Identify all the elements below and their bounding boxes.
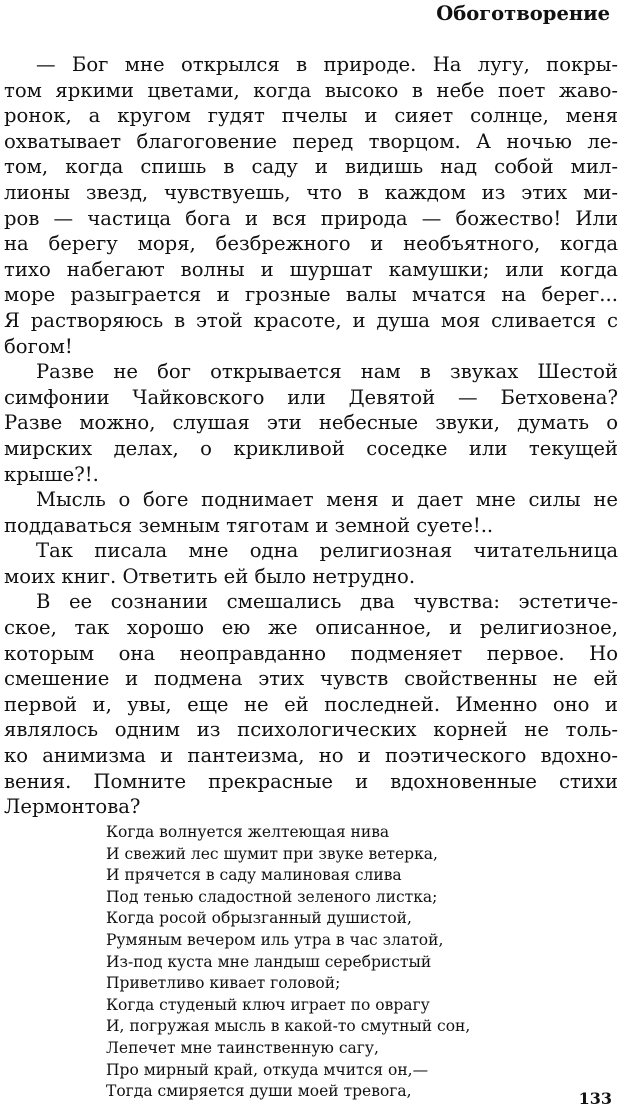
- prose-line: Мысль о боге поднимает меня и дает мне силы не: [36, 488, 618, 512]
- prose-line: первой и, увы, еще не ей последней. Именно оно и: [4, 692, 618, 716]
- prose-line: Так писала мне одна религиозная читательница: [36, 539, 618, 563]
- prose-line: В ее сознании смешались два чувства: эстетиче-: [36, 590, 618, 614]
- poem-line: Из-под куста мне ландыш серебристый: [106, 952, 432, 971]
- poem-line: Лепечет мне таинственную сагу,: [106, 1038, 379, 1057]
- prose-line: море разыграется и грозные валы мчатся на берег...: [4, 283, 618, 307]
- prose-line: охватывает благоговение перед творцом. А ночью ле-: [4, 129, 618, 153]
- prose-line: которым она неоправданно подменяет первое. Но: [4, 641, 618, 665]
- poem-line: И, погружая мысль в какой-то смутный сон,: [106, 1017, 471, 1036]
- prose-line: смешение и подмена этих чувств свойственны не ей: [4, 667, 618, 691]
- prose-line: вения. Помните прекрасные и вдохновенные стихи: [4, 769, 618, 793]
- page-number: 133: [578, 1089, 612, 1108]
- prose-line: Лермонтова?: [4, 795, 141, 819]
- prose-line: ров — частица бога и вся природа — божество! Или: [4, 206, 618, 230]
- prose-line: симфонии Чайковского или Девятой — Бетховена?: [4, 385, 618, 409]
- prose-line: Разве не бог открывается нам в звуках Шестой: [36, 360, 618, 384]
- poem-line: Румяным вечером иль утра в час златой,: [106, 930, 444, 949]
- prose-line: моих книг. Ответить ей было нетрудно.: [4, 564, 416, 588]
- poem-line: Приветливо кивает головой;: [106, 974, 341, 993]
- prose-line: тихо набегают волны и шуршат камушки; или когда: [4, 257, 618, 281]
- prose-line: ронок, а кругом гудят пчелы и сияет солнце, меня: [4, 104, 618, 128]
- poem-line: И прячется в саду малиновая слива: [106, 866, 402, 885]
- prose-line: крыше?!.: [4, 462, 99, 486]
- prose-line: мирских делах, о крикливой соседке или текущей: [4, 436, 618, 460]
- poem-quote: [106, 822, 606, 1103]
- prose-body: [4, 52, 618, 820]
- prose-line: богом!: [4, 334, 73, 358]
- prose-line: являлось одним из психологических корней не толь-: [4, 718, 618, 742]
- poem-line: И свежий лес шумит при звуке ветерка,: [106, 844, 438, 863]
- poem-line: Когда росой обрызганный душистой,: [106, 909, 412, 928]
- poem-line: Про мирный край, откуда мчится он,—: [106, 1060, 429, 1079]
- poem-line: Когда волнуется желтеющая нива: [106, 823, 390, 841]
- prose-line: том яркими цветами, когда высоко в небе поет жаво-: [4, 78, 618, 102]
- poem-line: Под тенью сладостной зеленого листка;: [106, 887, 438, 906]
- prose-line: том, когда спишь в саду и видишь над собой мил-: [4, 155, 618, 179]
- prose-line: — Бог мне открылся в природе. На лугу, покры-: [36, 53, 618, 76]
- prose-line: поддаваться земным тяготам и земной суете!..: [4, 513, 494, 537]
- poem-line: Тогда смиряется души моей тревога,: [106, 1082, 412, 1101]
- prose-line: лионы звезд, чувствуешь, что в каждом из этих ми-: [4, 180, 618, 204]
- prose-line: Разве можно, слушая эти небесные звуки, думать о: [4, 411, 618, 435]
- poem-line: Когда студеный ключ играет по оврагу: [106, 995, 430, 1014]
- prose-line: Я растворяюсь в этой красоте, и душа моя сливается с: [4, 308, 618, 332]
- prose-line: ское, так хорошо ею же описанное, и религиозное,: [4, 616, 618, 640]
- prose-line: на берегу моря, безбрежного и необъятного, когда: [4, 232, 618, 256]
- running-head: Обоготворение: [436, 2, 610, 25]
- prose-line: ко анимизма и пантеизма, но и поэтического вдохно-: [4, 744, 618, 768]
